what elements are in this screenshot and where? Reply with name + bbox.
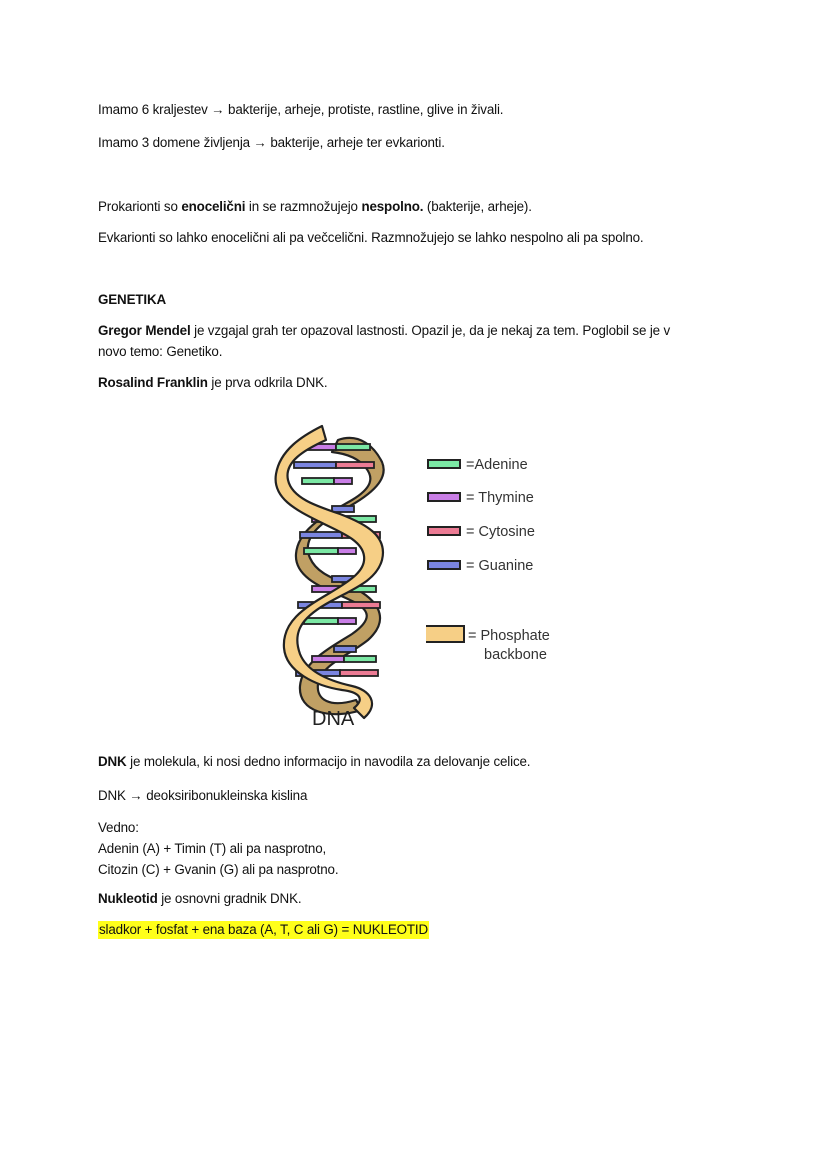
paragraph-base-pairing	[98, 817, 338, 880]
thymine-swatch	[428, 493, 460, 501]
paragraph-domains	[98, 132, 445, 153]
paragraph-nucleotide-formula	[98, 919, 429, 940]
paragraph-nukleotid	[98, 888, 301, 909]
paragraph-eukaryotes	[98, 227, 644, 248]
prokaryotes-text: Prokarionti so	[98, 199, 182, 214]
dnk-acronym-text: DNK → deoksiribonukleinska kislina	[98, 788, 308, 803]
franklin-text: je prva odkrila DNK.	[207, 375, 328, 390]
eukaryotes-text: Evkarionti so lahko enocelični ali pa večcelični. Razmnožujejo se lahko nespolno ali pa spolno.	[98, 230, 644, 245]
cytosine-swatch	[428, 527, 460, 535]
legend-adenine: =Adenine	[466, 457, 528, 473]
legend-cytosine: = Cytosine	[466, 524, 535, 540]
paragraph-franklin	[98, 372, 327, 393]
bold-unicellular: enocelični	[181, 199, 246, 214]
section-heading	[98, 289, 166, 310]
bold-asexual: nespolno.	[361, 199, 424, 214]
bold-franklin: Rosalind Franklin	[98, 375, 208, 390]
paragraph-kingdoms	[98, 99, 503, 120]
dna-diagram	[270, 418, 590, 738]
paragraph-prokaryotes	[98, 196, 532, 217]
backbone-swatch	[426, 626, 464, 642]
bold-mendel: Gregor Mendel	[98, 323, 191, 338]
legend-swatches	[426, 458, 466, 678]
prokaryotes-text: in se razmnožujejo	[245, 199, 362, 214]
paragraph-dnk-acronym	[98, 785, 307, 806]
legend-backbone-line1: = Phosphate	[468, 628, 550, 644]
highlighted-formula: sladkor + fosfat + ena baza (A, T, C ali G) = NUKLEOTID	[99, 922, 429, 937]
guanine-swatch	[428, 561, 460, 569]
bold-nukleotid: Nukleotid	[98, 891, 158, 906]
pairing-at: Adenin (A) + Timin (T) ali pa nasprotno,	[98, 841, 327, 856]
nukleotid-text: je osnovni gradnik DNK.	[157, 891, 302, 906]
prokaryotes-text: (bakterije, arheje).	[423, 199, 532, 214]
legend-backbone-line2: backbone	[484, 647, 547, 663]
domains-text: Imamo 3 domene življenja → bakterije, arheje ter evkarionti.	[98, 135, 445, 150]
mendel-text-line2: novo temo: Genetiko.	[98, 344, 223, 359]
kingdoms-text: Imamo 6 kraljestev → bakterije, arheje, protiste, rastline, glive in živali.	[98, 102, 504, 117]
heading-genetika: GENETIKA	[98, 292, 166, 307]
dnk-definition-text: je molekula, ki nosi dedno informacijo in navodila za delovanje celice.	[126, 754, 531, 769]
vedno-label: Vedno:	[98, 820, 139, 835]
legend-guanine: = Guanine	[466, 558, 534, 574]
pairing-cg: Citozin (C) + Gvanin (G) ali pa nasprotno.	[98, 862, 339, 877]
paragraph-dnk-definition	[98, 751, 530, 772]
dna-caption: DNA	[312, 708, 355, 730]
adenine-swatch	[428, 460, 460, 468]
bold-dnk: DNK	[98, 754, 127, 769]
paragraph-mendel	[98, 320, 670, 362]
mendel-text: je vzgajal grah ter opazoval lastnosti. Opazil je, da je nekaj za tem. Poglobil se je v	[190, 323, 671, 338]
legend-thymine: = Thymine	[466, 490, 534, 506]
